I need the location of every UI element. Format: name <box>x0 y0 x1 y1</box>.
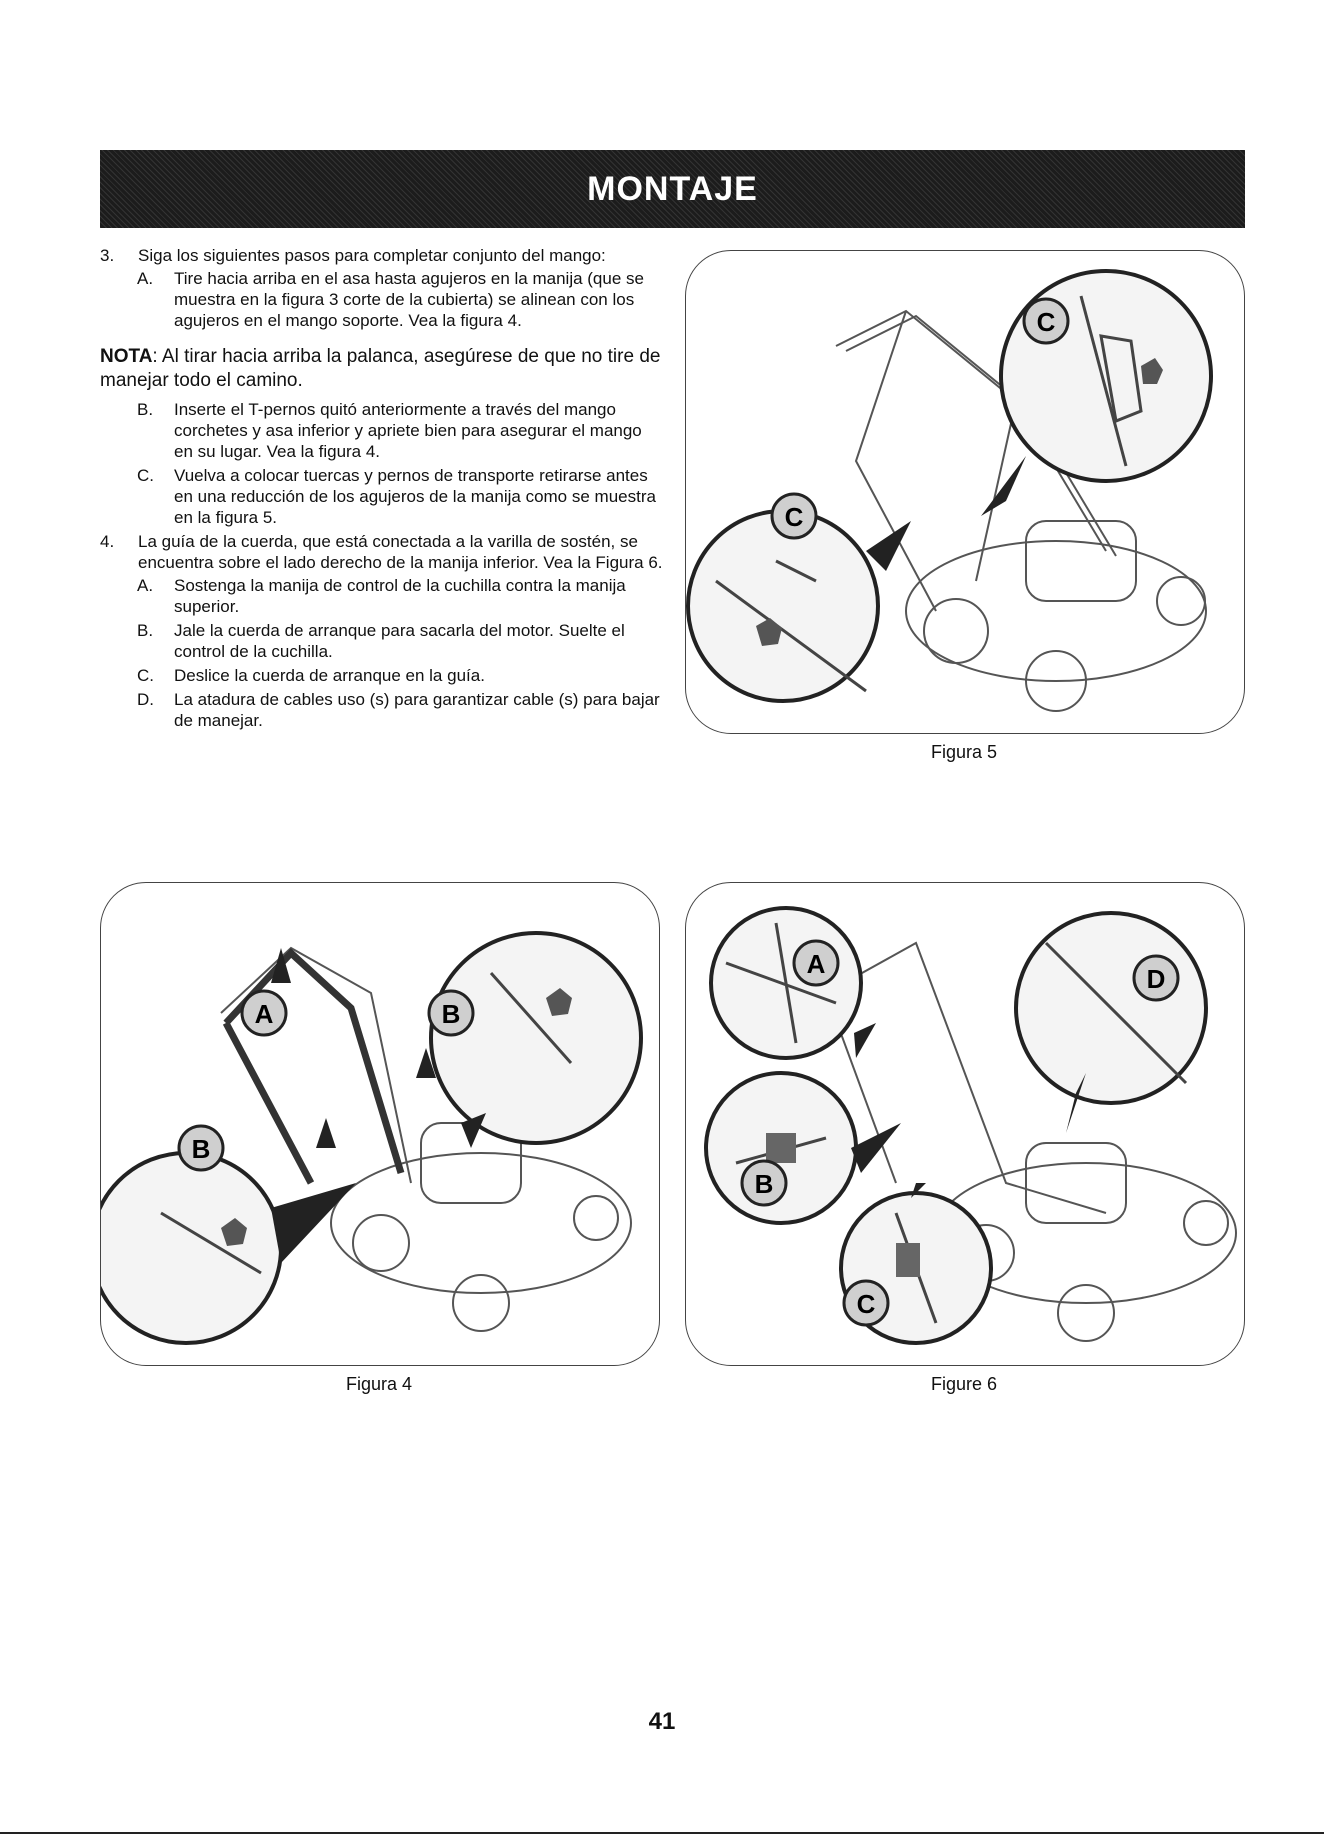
callout-b: B <box>754 1169 774 1199</box>
step-4 <box>100 531 665 573</box>
substep-letter: A. <box>137 576 154 595</box>
substep-letter: A. <box>137 269 154 288</box>
step-4c <box>137 665 665 686</box>
step-4d <box>137 689 665 731</box>
substep-letter: B. <box>137 621 154 640</box>
figure-4-illustration <box>101 883 659 1365</box>
callout-a: A <box>254 999 274 1029</box>
instructions <box>100 245 665 734</box>
step-text: Siga los siguientes pasos para completar conjunto del mango: <box>138 246 606 265</box>
substep-text: Jale la cuerda de arranque para sacarla del motor. Suelte el control de la cuchilla. <box>174 621 625 661</box>
note <box>100 345 665 393</box>
figure-6-illustration <box>686 883 1244 1365</box>
callout-b: B <box>441 999 461 1029</box>
note-text: : Al tirar hacia arriba la palanca, asegúrese de que no tire de manejar todo el camino. <box>100 346 661 391</box>
step-4a <box>137 575 665 617</box>
note-label: NOTA <box>100 346 153 367</box>
figure-4-caption: Figura 4 <box>345 1374 413 1394</box>
substep-text: Sostenga la manija de control de la cuchilla contra la manija superior. <box>174 576 626 616</box>
section-title: MONTAJE <box>587 169 758 208</box>
section-banner <box>100 150 1245 228</box>
figure-6 <box>685 882 1245 1366</box>
substep-text: Inserte el T-pernos quitó anteriormente a través del mango corchetes y asa inferior y apriete bien para asegurar el mango en su lugar. Vea la figura 4. <box>174 400 642 461</box>
substep-letter: B. <box>137 400 154 419</box>
step-3c <box>137 465 665 528</box>
detail-circle-b-left <box>101 1153 281 1343</box>
figure-6-caption: Figure 6 <box>930 1374 998 1394</box>
detail-circle-b-right <box>431 933 641 1143</box>
upper-handle <box>226 953 401 1183</box>
step-text: La guía de la cuerda, que está conectada a la varilla de sostén, se encuentra sobre el lado derecho de la manija inferior. Vea la Figura 6. <box>138 532 663 572</box>
step-number: 3. <box>100 246 115 265</box>
step-number: 4. <box>100 532 115 551</box>
substep-text: La atadura de cables uso (s) para garantizar cable (s) para bajar de manejar. <box>174 690 660 730</box>
callout-c: C <box>856 1289 876 1319</box>
substep-letter: C. <box>137 466 154 485</box>
step-4b <box>137 620 665 662</box>
substep-text: Deslice la cuerda de arranque en la guía. <box>174 666 485 685</box>
detail-circle-bottom <box>688 511 878 701</box>
step-3b <box>137 399 665 462</box>
bottom-rule <box>0 1832 1324 1834</box>
page-number: 41 <box>648 1708 676 1735</box>
step-3a <box>137 268 665 331</box>
figure-5 <box>685 250 1245 734</box>
substep-letter: C. <box>137 666 154 685</box>
substep-text: Vuelva a colocar tuercas y pernos de transporte retirarse antes en una reducción de los agujeros de la manija como se muestra en la figura 5. <box>174 466 656 527</box>
step-3 <box>100 245 665 266</box>
figure-4 <box>100 882 660 1366</box>
callout-b: B <box>191 1134 211 1164</box>
callout-c: C <box>784 502 804 532</box>
callout-c: C <box>1036 307 1056 337</box>
substep-letter: D. <box>137 690 154 709</box>
figure-5-caption: Figura 5 <box>930 742 998 762</box>
callout-d: D <box>1146 964 1166 994</box>
figure-5-illustration <box>686 251 1244 733</box>
substep-text: Tire hacia arriba en el asa hasta agujeros en la manija (que se muestra en la figura 3 corte de la cubierta) se alinean con los agujeros en el mango soporte. Vea la figura 4. <box>174 269 644 330</box>
callout-a: A <box>806 949 826 979</box>
